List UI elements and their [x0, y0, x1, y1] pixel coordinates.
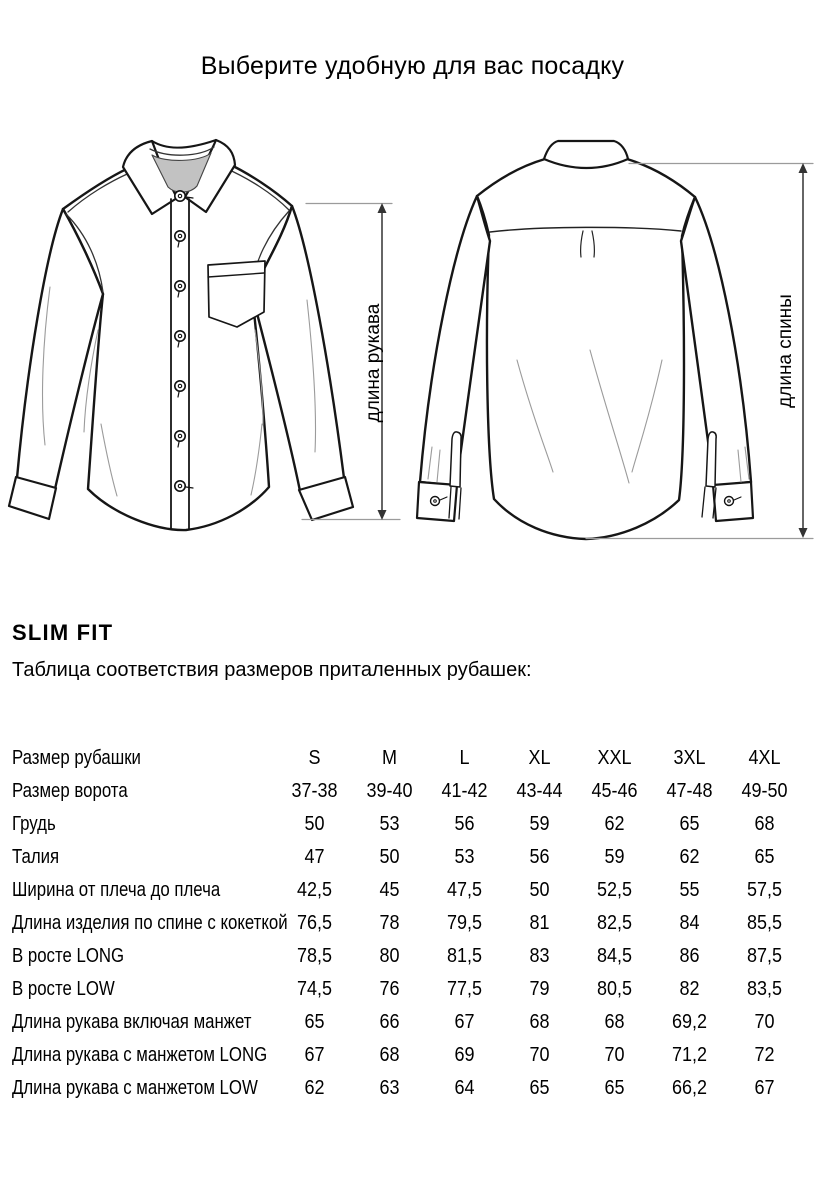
measurement-cell: 80 [379, 945, 400, 968]
table-subtitle: Таблица соответствия размеров приталенных рубашек: [12, 659, 532, 681]
size-column-header: L [459, 746, 470, 769]
measurement-cell: 65 [679, 812, 700, 835]
measurement-row-label: Длина изделия по спине с кокеткой [12, 912, 288, 935]
measurement-cell: 56 [529, 845, 550, 868]
measurement-cell: 77,5 [446, 978, 483, 1001]
measurement-cell: 47,5 [446, 878, 483, 901]
measurement-cell: 84 [679, 912, 700, 935]
measurement-row-label: Грудь [12, 812, 56, 835]
table-row [12, 906, 812, 939]
measurement-cell: 45 [379, 878, 400, 901]
measurement-cell: 62 [304, 1077, 325, 1100]
measurement-cell: 42,5 [296, 878, 333, 901]
measurement-cell: 81 [529, 912, 550, 935]
measurement-row-label: Талия [12, 845, 60, 868]
measurement-cell: 72 [754, 1044, 775, 1067]
measurement-cell: 41-42 [441, 779, 488, 802]
table-row [12, 973, 812, 1006]
measurement-row-label: Размер ворота [12, 779, 128, 802]
table-row [12, 873, 812, 906]
measurement-cell: 69,2 [671, 1011, 708, 1034]
measurement-cell: 70 [754, 1011, 775, 1034]
page-title: Выберите удобную для вас посадку [200, 52, 625, 80]
measurement-cell: 64 [454, 1077, 475, 1100]
measurement-cell: 68 [379, 1044, 400, 1067]
measurement-cell: 70 [529, 1044, 550, 1067]
chest-pocket [208, 261, 265, 327]
measurement-cell: 82 [679, 978, 700, 1001]
measurement-row-label: В росте LONG [12, 945, 125, 968]
right-sleeve-placket [706, 432, 716, 487]
collar-back-edge [152, 140, 216, 148]
table-row [12, 774, 812, 807]
shirt-diagrams [0, 0, 825, 570]
measurement-cell: 53 [454, 845, 475, 868]
measurement-row-label: Длина рукава с манжетом LOW [12, 1077, 258, 1100]
table-row [12, 940, 812, 973]
table-row [12, 1072, 812, 1105]
measurement-cell: 62 [679, 845, 700, 868]
measurement-cell: 52,5 [596, 878, 633, 901]
measurement-cell: 37-38 [291, 779, 338, 802]
measurement-cell: 76,5 [296, 912, 333, 935]
size-column-header: XL [528, 746, 551, 769]
table-row [12, 741, 812, 774]
measurement-cell: 56 [454, 812, 475, 835]
measurement-cell: 84,5 [596, 945, 633, 968]
size-column-header: S [308, 746, 321, 769]
measurement-cell: 43-44 [516, 779, 563, 802]
measurement-row-label: Длина рукава включая манжет [12, 1011, 252, 1034]
measurement-cell: 50 [304, 812, 325, 835]
measurement-cell: 65 [304, 1011, 325, 1034]
measurement-cell: 68 [529, 1011, 550, 1034]
front-shirt-drawing [9, 140, 353, 530]
measurement-cell: 67 [454, 1011, 475, 1034]
measurement-cell: 57,5 [746, 878, 783, 901]
measurement-cell: 45-46 [591, 779, 638, 802]
measurement-cell: 47 [304, 845, 325, 868]
measurement-cell: 78 [379, 912, 400, 935]
table-row [12, 840, 812, 873]
measurement-cell: 67 [304, 1044, 325, 1067]
measurement-cell: 39-40 [366, 779, 413, 802]
measurement-cell: 79,5 [446, 912, 483, 935]
measurement-cell: 62 [604, 812, 625, 835]
size-table [12, 741, 812, 1105]
measurement-cell: 74,5 [296, 978, 333, 1001]
left-sleeve-placket [450, 432, 461, 487]
measurement-cell: 87,5 [746, 945, 783, 968]
measurement-cell: 85,5 [746, 912, 783, 935]
measurement-cell: 68 [604, 1011, 625, 1034]
size-header-row-label: Размер рубашки [12, 746, 141, 769]
measurement-cell: 67 [754, 1077, 775, 1100]
measurement-cell: 55 [679, 878, 700, 901]
measurement-cell: 69 [454, 1044, 475, 1067]
measurement-cell: 83 [529, 945, 550, 968]
measurement-cell: 47-48 [666, 779, 713, 802]
measurement-cell: 59 [604, 845, 625, 868]
measurement-cell: 53 [379, 812, 400, 835]
measurement-row-label: Длина рукава с манжетом LONG [12, 1044, 268, 1067]
measurement-cell: 86 [679, 945, 700, 968]
measurement-cell: 63 [379, 1077, 400, 1100]
size-column-header: 4XL [748, 746, 781, 769]
measurement-cell: 80,5 [596, 978, 633, 1001]
measurement-cell: 76 [379, 978, 400, 1001]
measurement-cell: 71,2 [671, 1044, 708, 1067]
table-row [12, 1039, 812, 1072]
measurement-cell: 59 [529, 812, 550, 835]
measurement-cell: 65 [604, 1077, 625, 1100]
measurement-cell: 65 [529, 1077, 550, 1100]
measurement-cell: 66,2 [671, 1077, 708, 1100]
measurement-row-label: В росте LOW [12, 978, 115, 1001]
size-column-header: XXL [597, 746, 632, 769]
size-column-header: M [381, 746, 397, 769]
fit-heading: SLIM FIT [12, 620, 114, 645]
measurement-cell: 66 [379, 1011, 400, 1034]
sleeve-length-label: длина рукава [363, 303, 384, 423]
measurement-cell: 81,5 [446, 945, 483, 968]
measurement-cell: 83,5 [746, 978, 783, 1001]
measurement-cell: 49-50 [741, 779, 788, 802]
measurement-cell: 79 [529, 978, 550, 1001]
measurement-cell: 70 [604, 1044, 625, 1067]
table-row [12, 807, 812, 840]
measurement-cell: 50 [529, 878, 550, 901]
back-shirt-drawing [417, 141, 753, 539]
table-row [12, 1006, 812, 1039]
measurement-row-label: Ширина от плеча до плеча [12, 878, 221, 901]
back-length-label: длина спины [775, 294, 796, 408]
size-column-header: 3XL [673, 746, 706, 769]
back-collar [544, 141, 628, 168]
back-shirt-body [477, 159, 695, 539]
measurement-cell: 82,5 [596, 912, 633, 935]
measurement-cell: 68 [754, 812, 775, 835]
measurement-cell: 50 [379, 845, 400, 868]
measurement-cell: 78,5 [296, 945, 333, 968]
measurement-cell: 65 [754, 845, 775, 868]
